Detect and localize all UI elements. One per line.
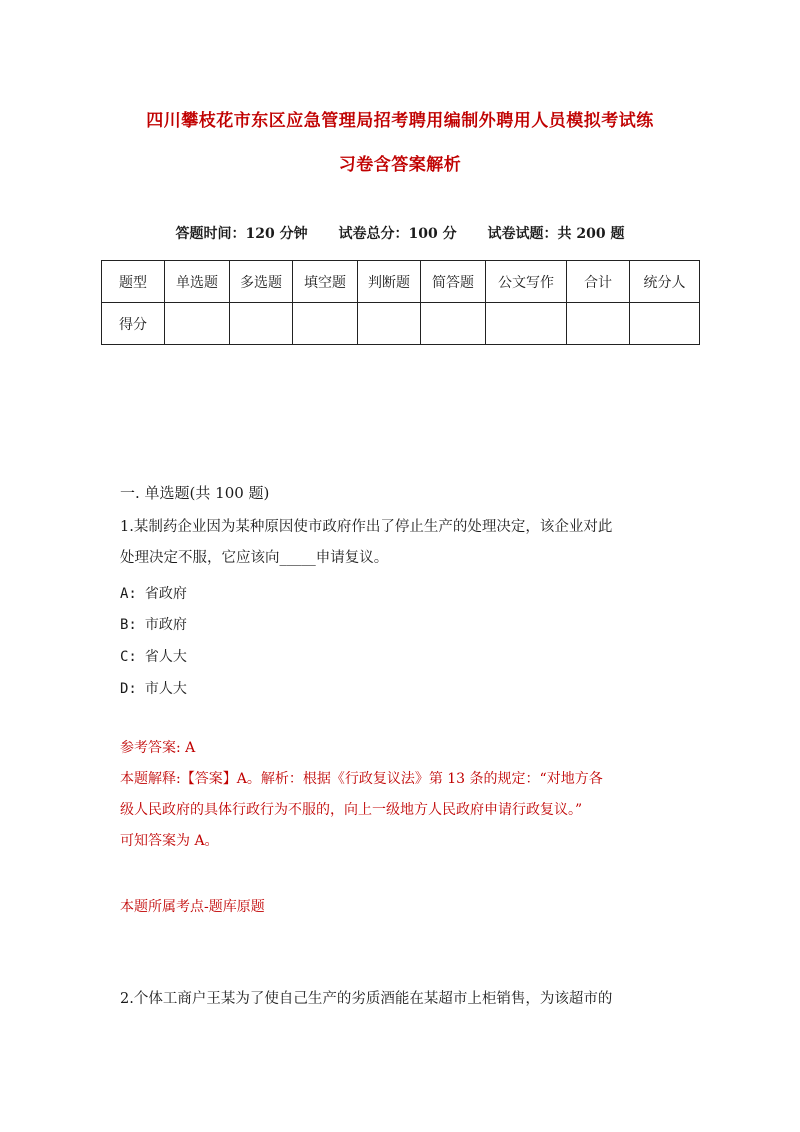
header-cell: 统分人 xyxy=(630,261,700,303)
answer-block xyxy=(120,733,690,857)
option-text: 省人大 xyxy=(144,649,187,665)
option-label: D: xyxy=(120,681,137,697)
exam-meta xyxy=(0,223,800,243)
doc-title-line1: 四川攀枝花市东区应急管理局招考聘用编制外聘用人员模拟考试练 xyxy=(146,111,654,131)
question-1-line2: 处理决定不服，它应该向_____申请复议。 xyxy=(120,550,389,566)
header-cell: 填空题 xyxy=(293,261,358,303)
doc-title-line2: 习卷含答案解析 xyxy=(338,155,462,175)
score-cell xyxy=(421,303,486,345)
score-cell xyxy=(486,303,567,345)
score-cell xyxy=(358,303,421,345)
option-c xyxy=(120,646,187,666)
explanation-line2: 级人民政府的具体行政行为不服的，向上一级地方人民政府申请行政复议。” xyxy=(120,802,583,818)
question-2-text xyxy=(120,984,680,1015)
question-1-text xyxy=(120,512,680,574)
option-text: 市政府 xyxy=(144,617,187,633)
score-cell xyxy=(630,303,700,345)
score-table xyxy=(101,260,700,345)
question-1-line1: 1.某制药企业因为某种原因使市政府作出了停止生产的处理决定，该企业对此 xyxy=(120,519,613,535)
header-cell: 判断题 xyxy=(358,261,421,303)
exam-time: 答题时间：120 分钟 xyxy=(175,226,308,242)
option-label: B: xyxy=(120,617,137,633)
option-label: C: xyxy=(120,649,137,665)
header-cell: 单选题 xyxy=(165,261,230,303)
score-cell xyxy=(293,303,358,345)
explanation-line3: 可知答案为 A。 xyxy=(120,833,219,849)
exam-total: 试卷总分：100 分 xyxy=(338,226,457,242)
header-cell: 公文写作 xyxy=(486,261,567,303)
topic-note: 本题所属考点-题库原题 xyxy=(120,899,265,915)
section-title: 一. 单选题(共 100 题) xyxy=(120,484,270,502)
row-label-cell: 得分 xyxy=(102,303,165,345)
header-cell: 多选题 xyxy=(230,261,293,303)
score-table-header-row xyxy=(102,261,700,303)
question-2-line1: 2.个体工商户王某为了使自己生产的劣质酒能在某超市上柜销售，为该超市的 xyxy=(120,991,613,1007)
option-b xyxy=(120,614,187,634)
score-table-row xyxy=(102,303,700,345)
explanation-line1: 本题解释:【答案】A。解析：根据《行政复议法》第 13 条的规定：“对地方各 xyxy=(120,771,603,787)
option-text: 省政府 xyxy=(144,586,187,602)
header-cell: 题型 xyxy=(102,261,165,303)
header-cell: 简答题 xyxy=(421,261,486,303)
score-cell xyxy=(165,303,230,345)
score-cell xyxy=(567,303,630,345)
option-text: 市人大 xyxy=(144,681,187,697)
option-a xyxy=(120,583,187,603)
score-cell xyxy=(230,303,293,345)
header-cell: 合计 xyxy=(567,261,630,303)
option-label: A: xyxy=(120,586,137,602)
option-d xyxy=(120,678,187,698)
exam-count: 试卷试题：共 200 题 xyxy=(487,226,625,242)
reference-answer: 参考答案: A xyxy=(120,740,196,756)
